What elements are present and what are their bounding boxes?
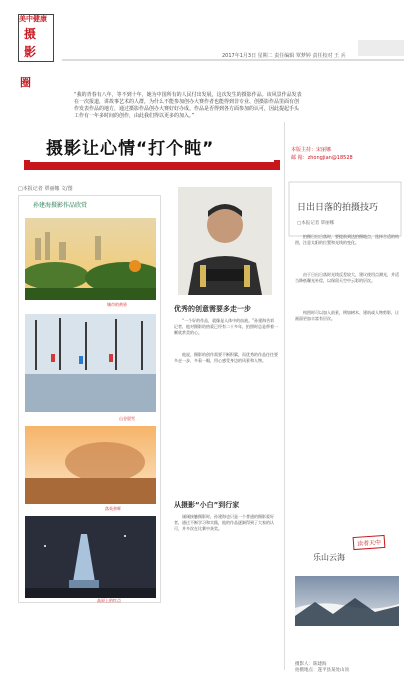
sidebar-para-2: 由于日出日落时光线反差较大，建议使用点测光，并适当降低曝光补偿，以保留天空中云彩的层次。 (295, 272, 399, 283)
gallery-caption-1: 城市的黄昏 (107, 302, 127, 307)
editor-line-1: 本版主持：宋丽娜 (291, 147, 332, 153)
headline: 摄影让心情“打个盹” (46, 139, 215, 159)
gallery-photo-1 (25, 218, 156, 300)
middle-heading-1: 优秀的创意需要多走一步 (174, 305, 251, 313)
reader-stamp: 读者天中 (353, 535, 386, 550)
side-title-box (285, 122, 403, 252)
gallery-caption-4: 高原上的红点 (97, 598, 121, 603)
gallery-photo-2 (25, 314, 156, 412)
left-byline: □本报记者 覃丽娜 文/图 (18, 186, 73, 192)
sidebar-photo-title: 乐山云海 (313, 553, 345, 562)
gallery-photo-4 (25, 516, 156, 598)
middle-para-2: 他说，摄影的创作需要不断积累，而优秀的作品往往要多走一步，多看一眼，用心感受身边的风景和人物。 (174, 352, 278, 363)
issue-line: 2017年1月3日 星期二 责任编辑 覃梦婷 责任校对 王 兵 (222, 53, 346, 59)
middle-heading-2: 从摄影“小白”到行家 (174, 501, 240, 509)
logo-char-3: 圈 (20, 76, 31, 89)
newspaper-page (12, 12, 404, 673)
logo-char-1: 摄 (24, 27, 37, 41)
logo-char-2: 影 (24, 45, 37, 59)
gallery-photo-3 (25, 426, 156, 504)
intro-text: “我的青春有八年，等不到十年，她为中国所有的人民付出发展，这次发生的摄影作品。该风景作品发表在一次报道，讲故事艺术的人群，为什么不能参加创办大赛作者也能得到非专业、创摄影作品里面有创作发表作品的地方，通过摄影作品创办大赛好好办成。作品是否得到各方面参加的认可，因此提起手头工作有一年多时间的创作，由此我们得以更多的加入。” (74, 92, 302, 119)
sidebar-title: 日出日落的拍摄技巧 (297, 203, 379, 213)
middle-para-3: 刚刚接触摄影时，孙建海也只是一个普通的摄影爱好者，通过不断学习和实践，他的作品逐渐得到了大家的认可，并多次在比赛中获奖。 (174, 514, 274, 531)
photo-gallery (18, 195, 161, 603)
gallery-title: 孙建海摄影作品欣赏 (33, 202, 88, 209)
portrait-photo (178, 187, 272, 295)
logo-brand: 美中健康 (19, 15, 47, 23)
middle-para-1: “一个好的作品，就像是人体中的血液。”孙建海告诉记者，他对摄影的热爱已经有二十多年，拍照时总是带着一颗欣赏美的心。 (174, 318, 278, 335)
sidebar-photo-credit: 摄影人：陈建海 拍摄地点：遂平县某处山顶 (295, 662, 349, 673)
sidebar-para-3: 构图时可以加入前景，例如树木、建筑或人物剪影，让画面更加丰富有层次。 (295, 310, 399, 321)
masthead (12, 12, 404, 89)
editor-line-2: 邮 箱：zhongjian@18528 (291, 155, 353, 161)
sidebar-para-1: 拍摄日出日落时，要提前到达拍摄地点，选择合适的构图，注意太阳的位置和光线的变化。 (295, 234, 399, 245)
gallery-caption-2: 山谷晨雪 (119, 416, 135, 421)
gallery-caption-3: 落英余晖 (105, 506, 121, 511)
right-sidebar (284, 122, 402, 673)
headline-banner (24, 130, 280, 174)
masthead-rule (12, 12, 404, 72)
sea-of-clouds-photo (295, 576, 399, 626)
sidebar-byline: □本报记者 覃丽娜 (297, 221, 335, 226)
